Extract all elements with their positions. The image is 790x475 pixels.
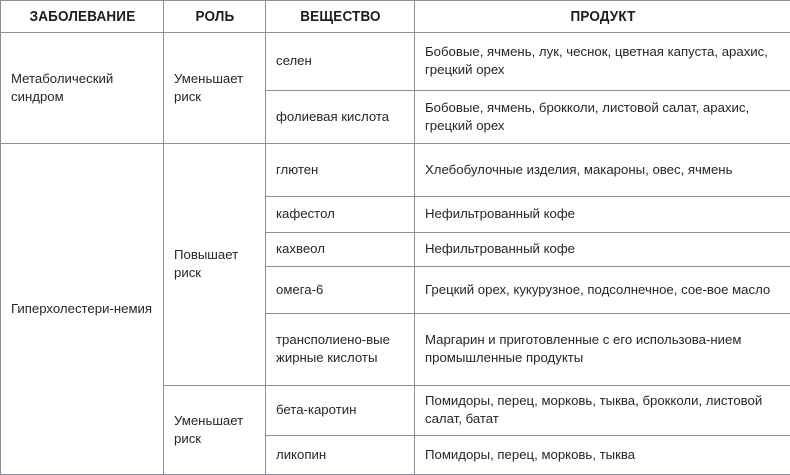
product-cell: Бобовые, ячмень, лук, чеснок, цветная капуста, арахис, грецкий орех — [415, 33, 790, 91]
substance-cell: фолиевая кислота — [266, 91, 415, 144]
column-header-substance — [271, 1, 410, 33]
product-cell: Маргарин и приготовленные с его использова-нием промышленные продукты — [415, 314, 790, 386]
column-header-product-label: ПРОДУКТ — [570, 9, 635, 25]
product-cell: Нефильтрованный кофе — [415, 233, 790, 267]
product-cell: Грецкий орех, кукурузное, подсолнечное, сое-вое масло — [415, 267, 790, 314]
column-header-disease — [6, 1, 158, 33]
table-row — [1, 144, 790, 197]
column-header-product — [428, 1, 778, 33]
table-header — [1, 1, 790, 33]
disease-cell: Метаболический синдром — [1, 33, 164, 144]
role-cell: Уменьшает риск — [164, 33, 266, 144]
table-row — [1, 33, 790, 91]
substance-cell: глютен — [266, 144, 415, 197]
product-cell: Бобовые, ячмень, брокколи, листовой салат, арахис, грецкий орех — [415, 91, 790, 144]
substance-cell: бета-каротин — [266, 386, 415, 436]
product-cell: Помидоры, перец, морковь, тыква, брокколи, листовой салат, батат — [415, 386, 790, 436]
substance-cell: селен — [266, 33, 415, 91]
role-cell: Уменьшает риск — [164, 386, 266, 475]
disease-cell: Гиперхолестери-немия — [1, 144, 164, 475]
column-header-substance-label: ВЕЩЕСТВО — [300, 9, 380, 25]
substance-cell: омега-6 — [266, 267, 415, 314]
substance-cell: кафестол — [266, 197, 415, 233]
column-header-role-label: РОЛЬ — [195, 9, 234, 25]
product-cell: Нефильтрованный кофе — [415, 197, 790, 233]
substance-cell: ликопин — [266, 436, 415, 475]
product-cell: Хлебобулочные изделия, макароны, овес, ячмень — [415, 144, 790, 197]
column-header-disease-label: ЗАБОЛЕВАНИЕ — [29, 9, 135, 25]
header-row — [1, 1, 790, 33]
product-cell: Помидоры, перец, морковь, тыква — [415, 436, 790, 475]
role-cell: Повышает риск — [164, 144, 266, 386]
table-body — [1, 33, 790, 475]
substance-cell: трансполиено-вые жирные кислоты — [266, 314, 415, 386]
column-header-role — [167, 1, 262, 33]
substance-cell: кахвеол — [266, 233, 415, 267]
